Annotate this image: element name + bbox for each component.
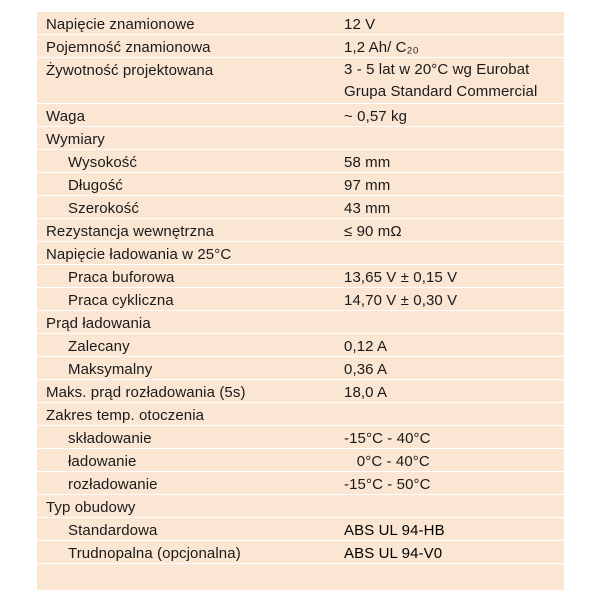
- spec-table: [37, 12, 564, 590]
- spec-label: Długość: [68, 177, 123, 194]
- spec-label: Trudnopalna (opcjonalna): [68, 545, 241, 562]
- spec-row-cycle-use: [37, 288, 564, 311]
- spec-value: ABS UL 94-V0: [344, 545, 443, 562]
- spec-row-rated-voltage: [37, 12, 564, 35]
- spec-value: 0,36 A: [344, 361, 388, 378]
- spec-label: Napięcie ładowania w 25°C: [46, 246, 232, 263]
- spec-label: Waga: [46, 108, 86, 125]
- spec-row-dimensions-header: [37, 127, 564, 150]
- spec-value: -15°C - 50°C: [344, 476, 431, 493]
- spec-label: składowanie: [68, 430, 152, 447]
- spec-label: Pojemność znamionowa: [46, 39, 211, 56]
- spec-row-charge-current-header: [37, 311, 564, 334]
- spec-row-width: [37, 196, 564, 219]
- spec-row-internal-resistance: [37, 219, 564, 242]
- spec-value: 18,0 A: [344, 384, 388, 401]
- spec-label: Praca cykliczna: [68, 292, 174, 309]
- spec-label: Maksymalny: [68, 361, 153, 378]
- spec-value: 97 mm: [344, 177, 391, 194]
- spec-row-rated-capacity: [37, 35, 564, 58]
- spec-label: Szerokość: [68, 200, 139, 217]
- spec-row-case-flame-retardant: [37, 541, 564, 564]
- spec-value: 13,65 V ± 0,15 V: [344, 269, 458, 286]
- spec-label: Żywotność projektowana: [46, 62, 214, 79]
- spec-value: ABS UL 94-HB: [344, 522, 445, 539]
- spec-value: ~ 0,57 kg: [344, 108, 408, 125]
- spec-value: 0°C - 40°C: [344, 453, 430, 470]
- spec-row-temperature-header: [37, 403, 564, 426]
- spec-row-height: [37, 150, 564, 173]
- spec-value: 12 V: [344, 16, 376, 33]
- spec-row-storage-temp: [37, 426, 564, 449]
- spec-value: 14,70 V ± 0,30 V: [344, 292, 458, 309]
- spec-row-length: [37, 173, 564, 196]
- spec-value: ≤ 90 mΩ: [344, 223, 402, 240]
- spec-value: 58 mm: [344, 154, 391, 171]
- spec-label: Rezystancja wewnętrzna: [46, 223, 215, 240]
- spec-row-case-standard: [37, 518, 564, 541]
- spec-label: ładowanie: [68, 453, 137, 470]
- spec-row-weight: [37, 104, 564, 127]
- spec-label: Standardowa: [68, 522, 158, 539]
- spec-row-case-type-header: [37, 495, 564, 518]
- spec-row-recommended-current: [37, 334, 564, 357]
- spec-row-charge-voltage-header: [37, 242, 564, 265]
- spec-row-max-discharge-current: [37, 380, 564, 403]
- spec-value: 0,12 A: [344, 338, 388, 355]
- spec-label: Wymiary: [46, 131, 105, 148]
- spec-label: Typ obudowy: [46, 499, 136, 516]
- spec-label: Napięcie znamionowe: [46, 16, 195, 33]
- spec-row-float-use: [37, 265, 564, 288]
- spec-value: 1,2 Ah/ C₂₀: [344, 39, 419, 56]
- spec-label: Praca buforowa: [68, 269, 175, 286]
- spec-label: Maks. prąd rozładowania (5s): [46, 384, 246, 401]
- spec-row-max-current: [37, 357, 564, 380]
- spec-value: 3 - 5 lat w 20°C wg Eurobat Grupa Standard Commercial: [344, 61, 538, 100]
- spec-label: Zalecany: [68, 338, 130, 355]
- spec-label: rozładowanie: [68, 476, 158, 493]
- spec-row-charge-temp: [37, 449, 564, 472]
- spec-value: -15°C - 40°C: [344, 430, 431, 447]
- spec-row-discharge-temp: [37, 472, 564, 495]
- spec-row-design-life: [37, 58, 564, 104]
- spec-label: Prąd ładowania: [46, 315, 151, 332]
- spec-value: 43 mm: [344, 200, 391, 217]
- spec-label: Zakres temp. otoczenia: [46, 407, 205, 424]
- spec-label: Wysokość: [68, 154, 138, 171]
